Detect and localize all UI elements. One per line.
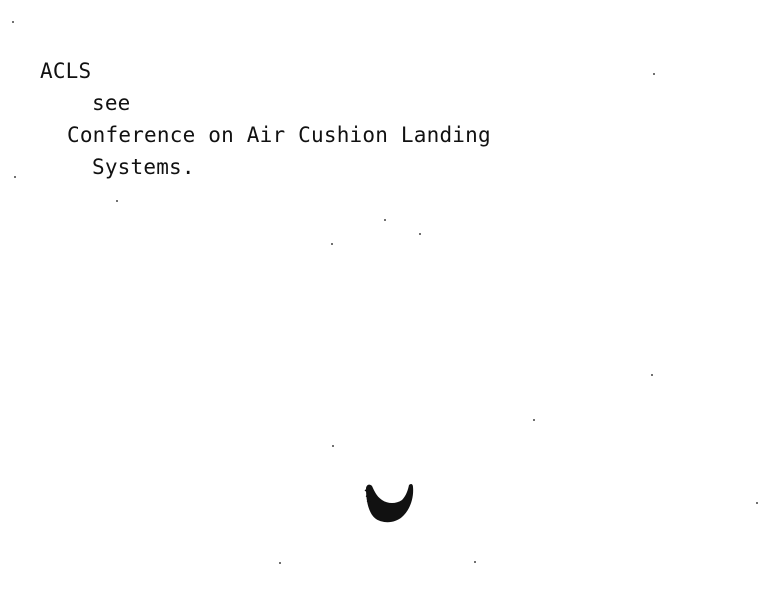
- speck: [384, 219, 386, 221]
- reference-line-1: Conference on Air Cushion Landing: [67, 123, 491, 147]
- card-heading: ACLS: [40, 59, 92, 83]
- speck: [12, 21, 14, 23]
- speck: [653, 73, 655, 75]
- speck: [116, 200, 118, 202]
- speck: [756, 502, 758, 504]
- see-label: see: [92, 91, 131, 115]
- reference-line-2: Systems.: [92, 155, 195, 179]
- speck: [474, 561, 476, 563]
- speck: [533, 419, 535, 421]
- speck: [332, 445, 334, 447]
- speck: [419, 233, 421, 235]
- speck: [279, 562, 281, 564]
- speck: [331, 243, 333, 245]
- punch-hole-icon: [364, 482, 414, 527]
- speck: [14, 176, 16, 178]
- speck: [651, 374, 653, 376]
